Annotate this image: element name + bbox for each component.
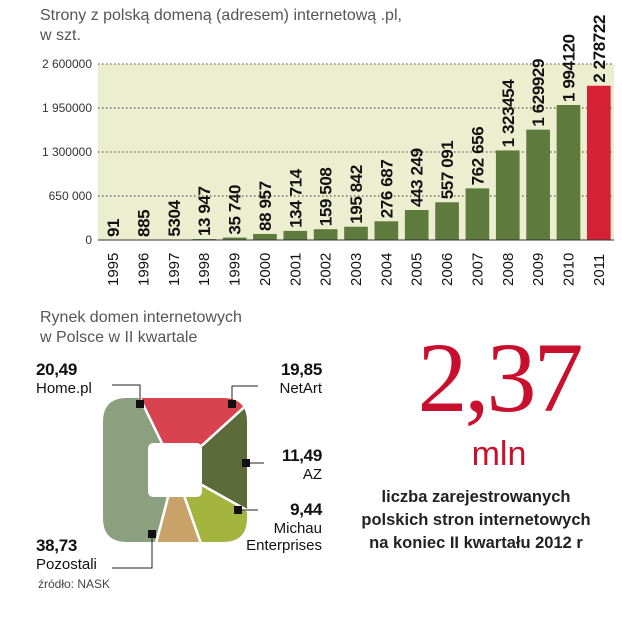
x-tick-label: 2008 bbox=[499, 252, 517, 286]
highlight-description-line: liczba zarejestrowanych bbox=[381, 488, 571, 506]
legend-label: Home.pl bbox=[36, 380, 92, 397]
pie-chart-title-line: Rynek domen internetowych bbox=[40, 309, 242, 326]
bar-value-label: 2 278722 bbox=[589, 15, 609, 83]
y-tick-label: 1 950000 bbox=[41, 101, 92, 115]
x-tick-label: 2010 bbox=[560, 252, 578, 286]
x-tick-label: 2004 bbox=[378, 252, 396, 286]
bar-value-label: 5304 bbox=[164, 200, 184, 237]
x-tick-label: 1996 bbox=[135, 252, 153, 286]
bar-value-label: 88 957 bbox=[255, 181, 275, 231]
legend-az bbox=[258, 446, 322, 483]
legend-home bbox=[36, 360, 92, 397]
x-tick-label: 2006 bbox=[439, 252, 457, 286]
pie-slice bbox=[175, 470, 350, 640]
bar-chart-title-line: Strony z polską domeną (adresem) internetową .pl, bbox=[40, 7, 402, 24]
bar-value-label: 557 091 bbox=[438, 140, 458, 200]
bar-value-label: 13 947 bbox=[195, 186, 215, 237]
y-tick-label: 650 000 bbox=[48, 189, 92, 203]
x-tick-label: 2007 bbox=[469, 252, 487, 286]
bar-value-label: 762 656 bbox=[468, 126, 488, 186]
leader-marker bbox=[148, 530, 156, 538]
x-tick-label: 2003 bbox=[348, 252, 365, 286]
bar-value-label: 195 842 bbox=[347, 165, 366, 224]
x-tick-label: 2001 bbox=[287, 252, 305, 286]
y-tick-label: 1 300000 bbox=[41, 145, 92, 159]
highlight-description bbox=[336, 486, 616, 555]
x-tick-label: 2009 bbox=[530, 252, 548, 286]
bar-chart-title-line: w szt. bbox=[40, 27, 81, 44]
legend-value: 20,49 bbox=[36, 360, 78, 379]
bar-value-label: 35 740 bbox=[225, 184, 245, 235]
highlight-description-line: polskich stron internetowych bbox=[361, 511, 591, 529]
highlight-unit: mln bbox=[471, 435, 527, 473]
x-tick-label: 2002 bbox=[317, 252, 335, 286]
y-tick-label: 0 bbox=[85, 233, 92, 247]
legend-label: NetArt bbox=[279, 380, 322, 397]
x-tick-label: 2000 bbox=[256, 252, 274, 286]
legend-label: AZ bbox=[302, 466, 322, 483]
legend-label-line: Enterprises bbox=[246, 537, 322, 554]
x-tick-label: 2005 bbox=[408, 252, 426, 286]
legend-value: 9,44 bbox=[290, 500, 322, 519]
legend-michau bbox=[222, 500, 322, 554]
legend-netart bbox=[258, 360, 322, 397]
legend-pozostali bbox=[36, 536, 97, 573]
leader-marker bbox=[228, 400, 236, 408]
x-tick-label: 1995 bbox=[105, 252, 123, 286]
x-tick-label: 1997 bbox=[165, 252, 183, 286]
bar-value-label: 1 994120 bbox=[559, 34, 579, 103]
bar-value-label: 91 bbox=[104, 218, 124, 237]
bar-value-label: 885 bbox=[134, 209, 154, 237]
bar-value-label: 1 323454 bbox=[498, 79, 518, 148]
bar-value-label: 134 714 bbox=[286, 169, 306, 228]
leader-marker bbox=[136, 400, 144, 408]
y-tick-label: 2 600000 bbox=[41, 57, 92, 71]
legend-label: Pozostali bbox=[36, 556, 97, 573]
legend-value: 19,85 bbox=[280, 360, 322, 379]
highlight-number: 2,37 bbox=[417, 322, 581, 433]
bar-value-label: 1 629929 bbox=[529, 58, 549, 127]
bar-value-label: 276 687 bbox=[377, 159, 397, 219]
bar-value-label: 159 508 bbox=[316, 167, 336, 227]
source-note: źródło: NASK bbox=[38, 577, 111, 591]
x-tick-label: 2011 bbox=[590, 253, 608, 286]
x-tick-label: 1998 bbox=[196, 252, 214, 286]
x-tick-label: 1999 bbox=[226, 252, 244, 286]
highlight-description-line: na koniec II kwartału 2012 r bbox=[369, 534, 583, 552]
bar-value-label: 443 249 bbox=[407, 148, 427, 207]
leader-marker bbox=[242, 459, 250, 467]
legend-value: 38,73 bbox=[36, 536, 78, 555]
legend-label-line: Michau bbox=[273, 520, 322, 537]
pie-chart-title-line: w Polsce w II kwartale bbox=[40, 329, 198, 346]
legend-value: 11,49 bbox=[281, 446, 322, 465]
